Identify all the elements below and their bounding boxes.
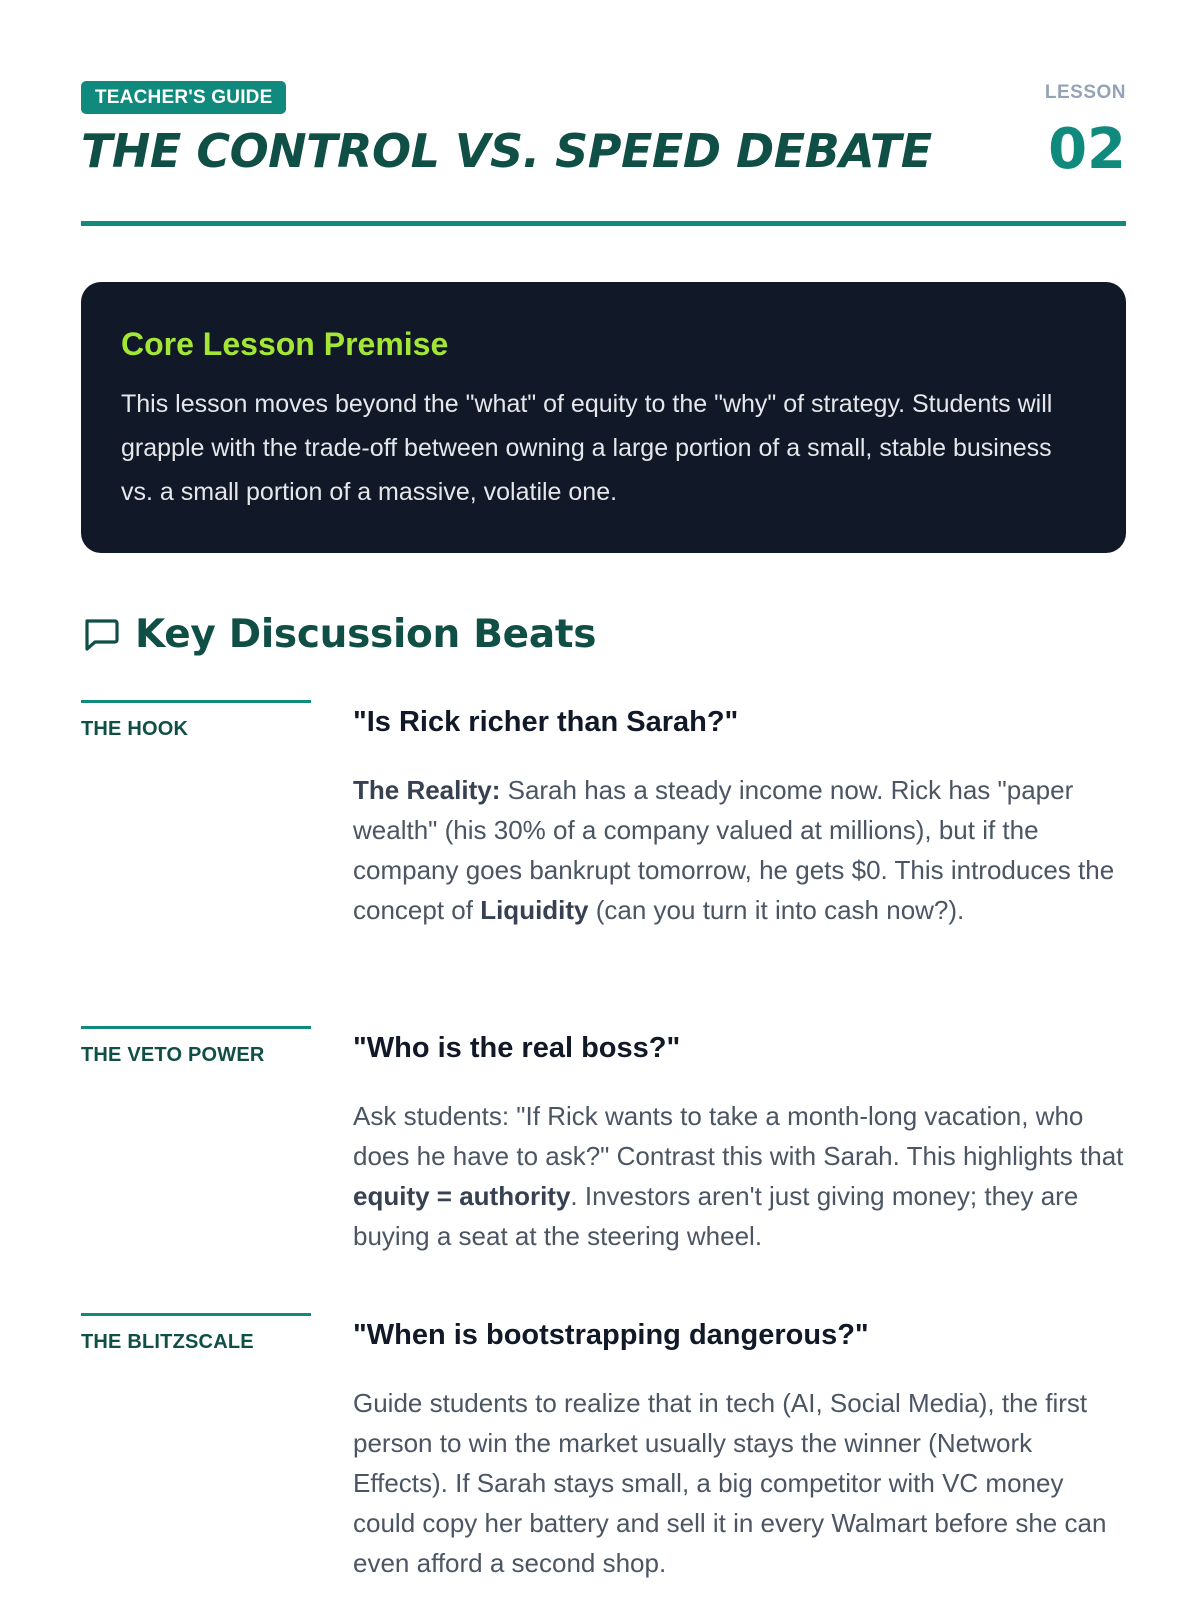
header-divider [81,221,1126,226]
premise-title: Core Lesson Premise [121,326,449,362]
core-premise-card [81,282,1126,553]
beat-divider [81,1313,311,1316]
beat-label: THE VETO POWER [81,1044,265,1066]
beat-divider [81,700,311,703]
beat-text-run: Sarah has a steady income now. Rick has "paper wealth" (his 30% of a company valued at millions), but if the company goes bankrupt tomorrow, he gets $0. This introduces the concept of [353,775,1115,925]
beat-question: "Is Rick richer than Sarah?" [353,706,739,738]
beat-label: THE HOOK [81,718,189,740]
chat-bubble-icon [81,614,121,654]
discussion-beats-heading [81,606,596,662]
beat-text-run: (can you turn it into cash now?). [588,895,965,925]
beat-text-run: Guide students to realize that in tech (AI, Social Media), the first person to win the market usually stays the winner (Network Effects). If Sarah stays small, a big competitor with VC money could copy her battery and sell it in every Walmart before she can even afford a second shop. [353,1388,1107,1578]
beat-question: "When is bootstrapping dangerous?" [353,1319,869,1351]
beat-text-emphasis: equity = authority [353,1181,571,1211]
beat-text-run: Ask students: "If Rick wants to take a month-long vacation, who does he have to ask?" Contrast this with Sarah. This highlights that [353,1101,1124,1171]
beat-text [353,1383,1126,1583]
beat-text-run: . Investors aren't just giving money; they are buying a seat at the steering wheel. [353,1181,1079,1251]
section-title: Key Discussion Beats [135,611,597,657]
beat-text-emphasis: The Reality: [353,775,501,805]
lesson-label: LESSON [1044,82,1126,103]
premise-text: This lesson moves beyond the "what" of equity to the "why" of strategy. Students will grapple with the trade-off between owning a large portion of a small, stable business vs. a small portion of a massive, volatile one. [121,390,1053,506]
beat-text-emphasis: Liquidity [480,895,589,925]
beat-divider [81,1026,311,1029]
beat-body [353,1313,1126,1583]
beat-text [353,770,1126,930]
beat-body [353,700,1126,930]
page-title: THE CONTROL VS. SPEED DEBATE [81,124,932,178]
beat-text [353,1096,1126,1256]
beat-label: THE BLITZSCALE [81,1331,254,1353]
beat-question: "Who is the real boss?" [353,1032,681,1064]
lesson-number: 02 [1048,117,1126,182]
beat-body [353,1026,1126,1256]
teachers-guide-badge: TEACHER'S GUIDE [81,81,286,114]
